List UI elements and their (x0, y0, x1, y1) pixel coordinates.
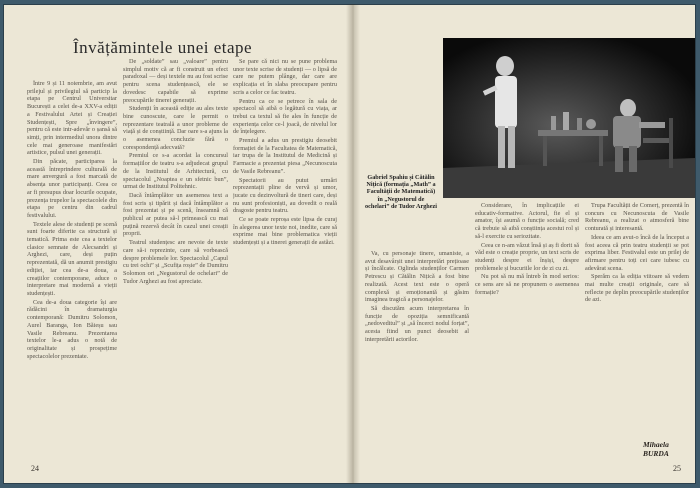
paragraph: Studenții în această ediție au ales texte bine cunoscute, care le permit o reprezentare teatrală a unor probleme de viață și de conștiință. Dar oare s-a ajuns la o asemenea concluzie fără o corespondență adecvată? (123, 105, 228, 151)
page-number-right: 25 (673, 464, 681, 473)
paragraph: Din păcate, participarea la această întreprindere culturală de mare anvergură a fost marcată de absența unor participanți. Ceea ce ar fi presupus doar locurile ocupate, prezența trupelor la spectacolele din etapa pe centru din cadrul festivalului. (27, 158, 117, 219)
paragraph: De „soldate” sau „valoare” pentru simplul motiv că ar fi construit un efect paradoxal — deși textele nu au fost scrise pentru scena studențească, ele se dovedesc capabile să exprime preocupările tinerei generații. (123, 58, 228, 104)
right-column-3 (585, 202, 689, 436)
paragraph: Trupa Facultății de Comerț, prezentă în concurs cu Necunoscuta de Vasile Rebreanu, a realizat o atmosferă bine conturată și interesantă. (585, 202, 689, 233)
magazine-spread (3, 4, 696, 484)
paragraph: Textele alese de studenți pe scenă sunt foarte diferite ca structură și tematică. Prima este cea a textelor clasice semnate de Alecsandri și Arghezi, care, deși puțin reprezentată, dă un anumit prestigiu ediției, iar cea de-a doua, a creațiilor contemporane, aduce o interpretare mai modernă a vieții studențești. (27, 220, 117, 297)
right-column-1 (365, 250, 469, 450)
paragraph: Considerare, în implicațiile ei educativ-formative. Actorul, fie el și amator, își asumă o funcție socială; cred că trebuie să aibă conștiința acestui rol și să-l exercite cu seriozitate. (475, 202, 579, 240)
photo-caption: Gabriel Spahiu și Cătălin Nițică (formația „Math” a Facultății de Matematică) în „Negustorul de ochelari” de Tudor Arghezi (365, 174, 437, 210)
author-signature: Mihaela BURDA (643, 440, 669, 458)
photo-scene (443, 38, 695, 198)
paragraph: Pentru ca ce se petrece în sala de spectacol să aibă o legătură cu viața, ar trebui ca textul să fie ales în funcție de experiența celor ce-l joacă, de nivelul lor de înțelegere. (233, 97, 337, 136)
paragraph: Spectatorii au putut urmări reprezentații pline de vervă și umor, jucate cu dezinvoltură de tineri care, deși nu sunt profesioniști, au dovedit o reală dragoste pentru teatru. (233, 176, 337, 215)
paragraph: Teatrul studențesc are nevoie de texte care să-i reprezinte, care să vorbească despre problemele lor. Spectacolul „Capul cu trei ochi” și „Scufița roșie” de Dumitru Solomon ori „Negustorul de ochelari” de Tudor Arghezi au fost apreciate. (123, 239, 228, 285)
paragraph: Sperăm ca la ediția viitoare să vedem mai multe creații originale, care să reflecte pe deplin preocupările studenților de azi. (585, 273, 689, 304)
paragraph: Cea de-a doua categorie își are rădăcini în dramaturgia contemporană: Dumitru Solomon, Aurel Baranga, Ion Băieșu sau Vasile Rebreanu. Prezentarea textelor le-a adus o notă de originalitate și prospețime spectacolelor prezentate. (27, 298, 117, 360)
left-column-2 (123, 58, 228, 452)
left-column-3 (233, 58, 337, 452)
paragraph: Ideea ce am avut-o încă de la început a fost aceea că prin teatru studenții se pot exprima liber. Festivalul este un prilej de afirmare pentru toți cei care iubesc cu adevărat scena. (585, 233, 689, 272)
paragraph: Între 9 și 11 noiembrie, am avut prilejul și privilegiul să particip la etapa pe Centrul Universitar București a celei de-a XXV-a ediții a Festivalului Artei și Creației Studențești, Spre „învingere”, pentru că este intr-adevăr o șansă să simți, prin intermediul unora dintre cele mai generoase manifestări artistice, pulsul unei generații. (27, 80, 117, 157)
page-number-left: 24 (31, 464, 39, 473)
paragraph: Ceea ce n-am văzut însă și aș fi dorit să văd este o creație proprie, un text scris de studenți despre ei înșiși, despre problemele și bucuriile lor de zi cu zi. (475, 241, 579, 272)
stage-photo (443, 38, 695, 198)
paragraph: Dacă întâmplător un asemenea text a fost scris și tipărit și dacă întâmplător a fost prezentat și pe scenă, înseamnă că publicul ar putea să-l primească cu mai puțină rezervă decât în cazul unei creații proprii. (123, 191, 228, 238)
paragraph: Va, cu personaje tinere, umaniste, a avut desavârșit unei interpretări prețioase și încălcate. Oglinda studenților Carmen Petrescu și Cătălin Nițică a fost bine realizată. Acest text este o operă complexă și emoționantă și găsim imaginea tragică a personajelor. (365, 250, 469, 304)
paragraph: Să discutăm acum interpretarea în funcție de opoziția semnificantă „nedoveditul” și „să încerci nodul forțat”, acesta fiind un punct deosebit al interpretării actorilor. (365, 304, 469, 343)
article-title: Învățămintele unei etape (73, 38, 253, 57)
paragraph: Ce se poate reproșa este lipsa de curaj în alegerea unor texte noi, inedite, care să exprime mai bine problematica vieții studențești și a tinerei generații de astăzi. (233, 216, 337, 247)
paragraph: Premiul ce s-a acordat la concursul formațiilor de teatru s-a adjudecat grupul de la Institutul de Arhitectură, cu spectacolul „Noaptea e un sfetnic bun”, urmat de Institutul Politehnic. (123, 152, 228, 191)
page-gutter (346, 4, 360, 484)
paragraph: Nu pot să nu mă întreb în mod serios: ce sens are să ne propunem o asemenea formație? (475, 273, 579, 296)
paragraph: Premiul a adus un prestigiu deosebit formației de la Facultatea de Matematică, iar trupa de la Institutul de Medicină și Farmacie a prezentat piesa „Necunoscuta de Vasile Rebreanu”. (233, 137, 337, 175)
paragraph: Se pare că nici nu se pune problema unor texte scrise de studenți — o lipsă de care ne putem plânge, dar care are explicația ei în slaba preocupare pentru scris a celor ce fac teatru. (233, 58, 337, 96)
left-column-1 (27, 80, 117, 452)
right-column-2 (475, 202, 579, 450)
